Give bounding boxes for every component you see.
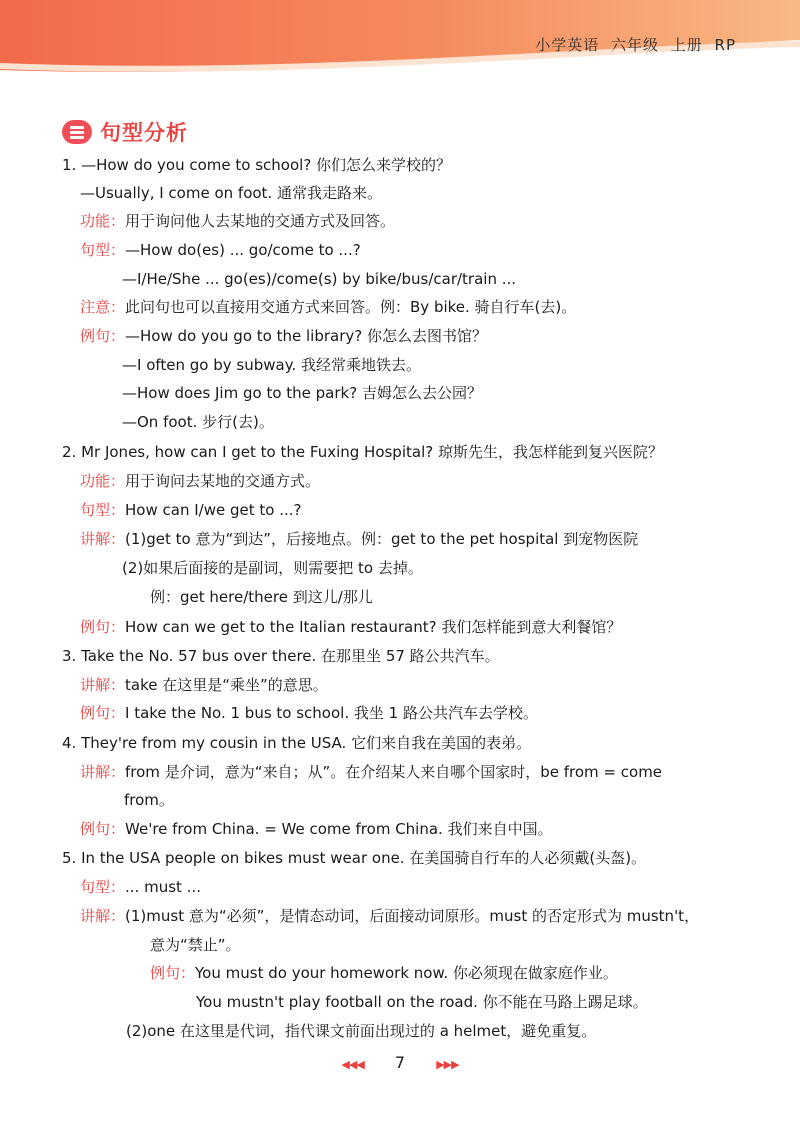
book-info: 小学英语 六年级 上册 RP <box>535 36 736 54</box>
item-2-sentence: 2. Mr Jones, how can I get to the Fuxing Hospital? 琼斯先生，我怎样能到复兴医院？ <box>62 443 663 461</box>
item-3-example: 例句：I take the No. 1 bus to school. 我坐 1 路公共汽车去学校。 <box>80 704 538 722</box>
item-5-pattern: 句型：... must ... <box>80 878 201 896</box>
item-4-example: 例句：We're from China. = We come from China. 我们来自中国。 <box>80 820 553 838</box>
item-4-sentence: 4. They're from my cousin in the USA. 它们来自我在美国的表弟。 <box>62 734 532 752</box>
item-3-sentence: 3. Take the No. 57 bus over there. 在那里坐 57 路公共汽车。 <box>62 647 500 665</box>
item-1-pattern: 句型：—How do(es) ... go/come to ...? <box>80 241 361 259</box>
item-1-pattern-answer: —I/He/She ... go(es)/come(s) by bike/bus/car/train ... <box>122 270 517 288</box>
item-5-example-line: You mustn't play football on the road. 你不能在马路上踢足球。 <box>196 993 648 1011</box>
item-4-explanation-line: from。 <box>124 791 174 809</box>
next-arrows-icon: ▶▶▶ <box>436 1058 459 1071</box>
item-5-example: 例句：You must do your homework now. 你必须现在做家庭作业。 <box>150 964 618 982</box>
section-title <box>62 118 188 146</box>
item-1-function: 功能：用于询问他人去某地的交通方式及回答。 <box>80 212 396 230</box>
item-2-example: 例句：How can we get to the Italian restaurant? 我们怎样能到意大利餐馆？ <box>80 618 622 636</box>
item-5-explanation-line: 意为“禁止”。 <box>150 936 241 954</box>
prev-arrows-icon: ◀◀◀ <box>341 1058 364 1071</box>
item-1-example: 例句：—How do you go to the library? 你怎么去图书馆？ <box>80 327 487 345</box>
item-5-sentence: 5. In the USA people on bikes must wear one. 在美国骑自行车的人必须戴(头盔)。 <box>62 849 647 867</box>
item-2-function: 功能：用于询问去某地的交通方式。 <box>80 472 321 490</box>
item-2-explanation-line: (2)如果后面接的是副词，则需要把 to 去掉。 <box>122 559 423 577</box>
section-title-text: 句型分析 <box>100 121 188 145</box>
item-2-explanation: 讲解：(1)get to 意为“到达”，后接地点。例：get to the pet hospital 到宠物医院 <box>80 530 639 548</box>
item-1-example-line: —How does Jim go to the park? 吉姆怎么去公园？ <box>122 384 482 402</box>
item-3-explanation: 讲解：take 在这里是“乘坐”的意思。 <box>80 676 328 694</box>
page-number: 7 <box>394 1053 406 1072</box>
page-footer <box>0 1053 800 1072</box>
item-1-question: 1. —How do you come to school? 你们怎么来学校的？ <box>62 156 452 174</box>
item-4-explanation: 讲解：from 是介词，意为“来自；从”。在介绍某人来自哪个国家时，be from = come <box>80 763 663 781</box>
item-5-explanation-line: (2)one 在这里是代词，指代课文前面出现过的 a helmet，避免重复。 <box>126 1022 597 1040</box>
item-5-explanation: 讲解：(1)must 意为“必须”，是情态动词，后面接动词原形。must 的否定形式为 mustn't， <box>80 907 700 925</box>
item-2-pattern: 句型：How can I/we get to ...? <box>80 501 302 519</box>
section-number-icon <box>62 120 92 144</box>
item-2-explanation-line: 例：get here/there 到这儿/那儿 <box>150 588 373 606</box>
item-1-example-line: —On foot. 步行(去)。 <box>122 413 274 431</box>
item-1-answer: —Usually, I come on foot. 通常我走路来。 <box>80 184 382 202</box>
item-1-note: 注意：此问句也可以直接用交通方式来回答。例：By bike. 骑自行车(去)。 <box>80 298 577 316</box>
item-1-example-line: —I often go by subway. 我经常乘地铁去。 <box>122 356 421 374</box>
